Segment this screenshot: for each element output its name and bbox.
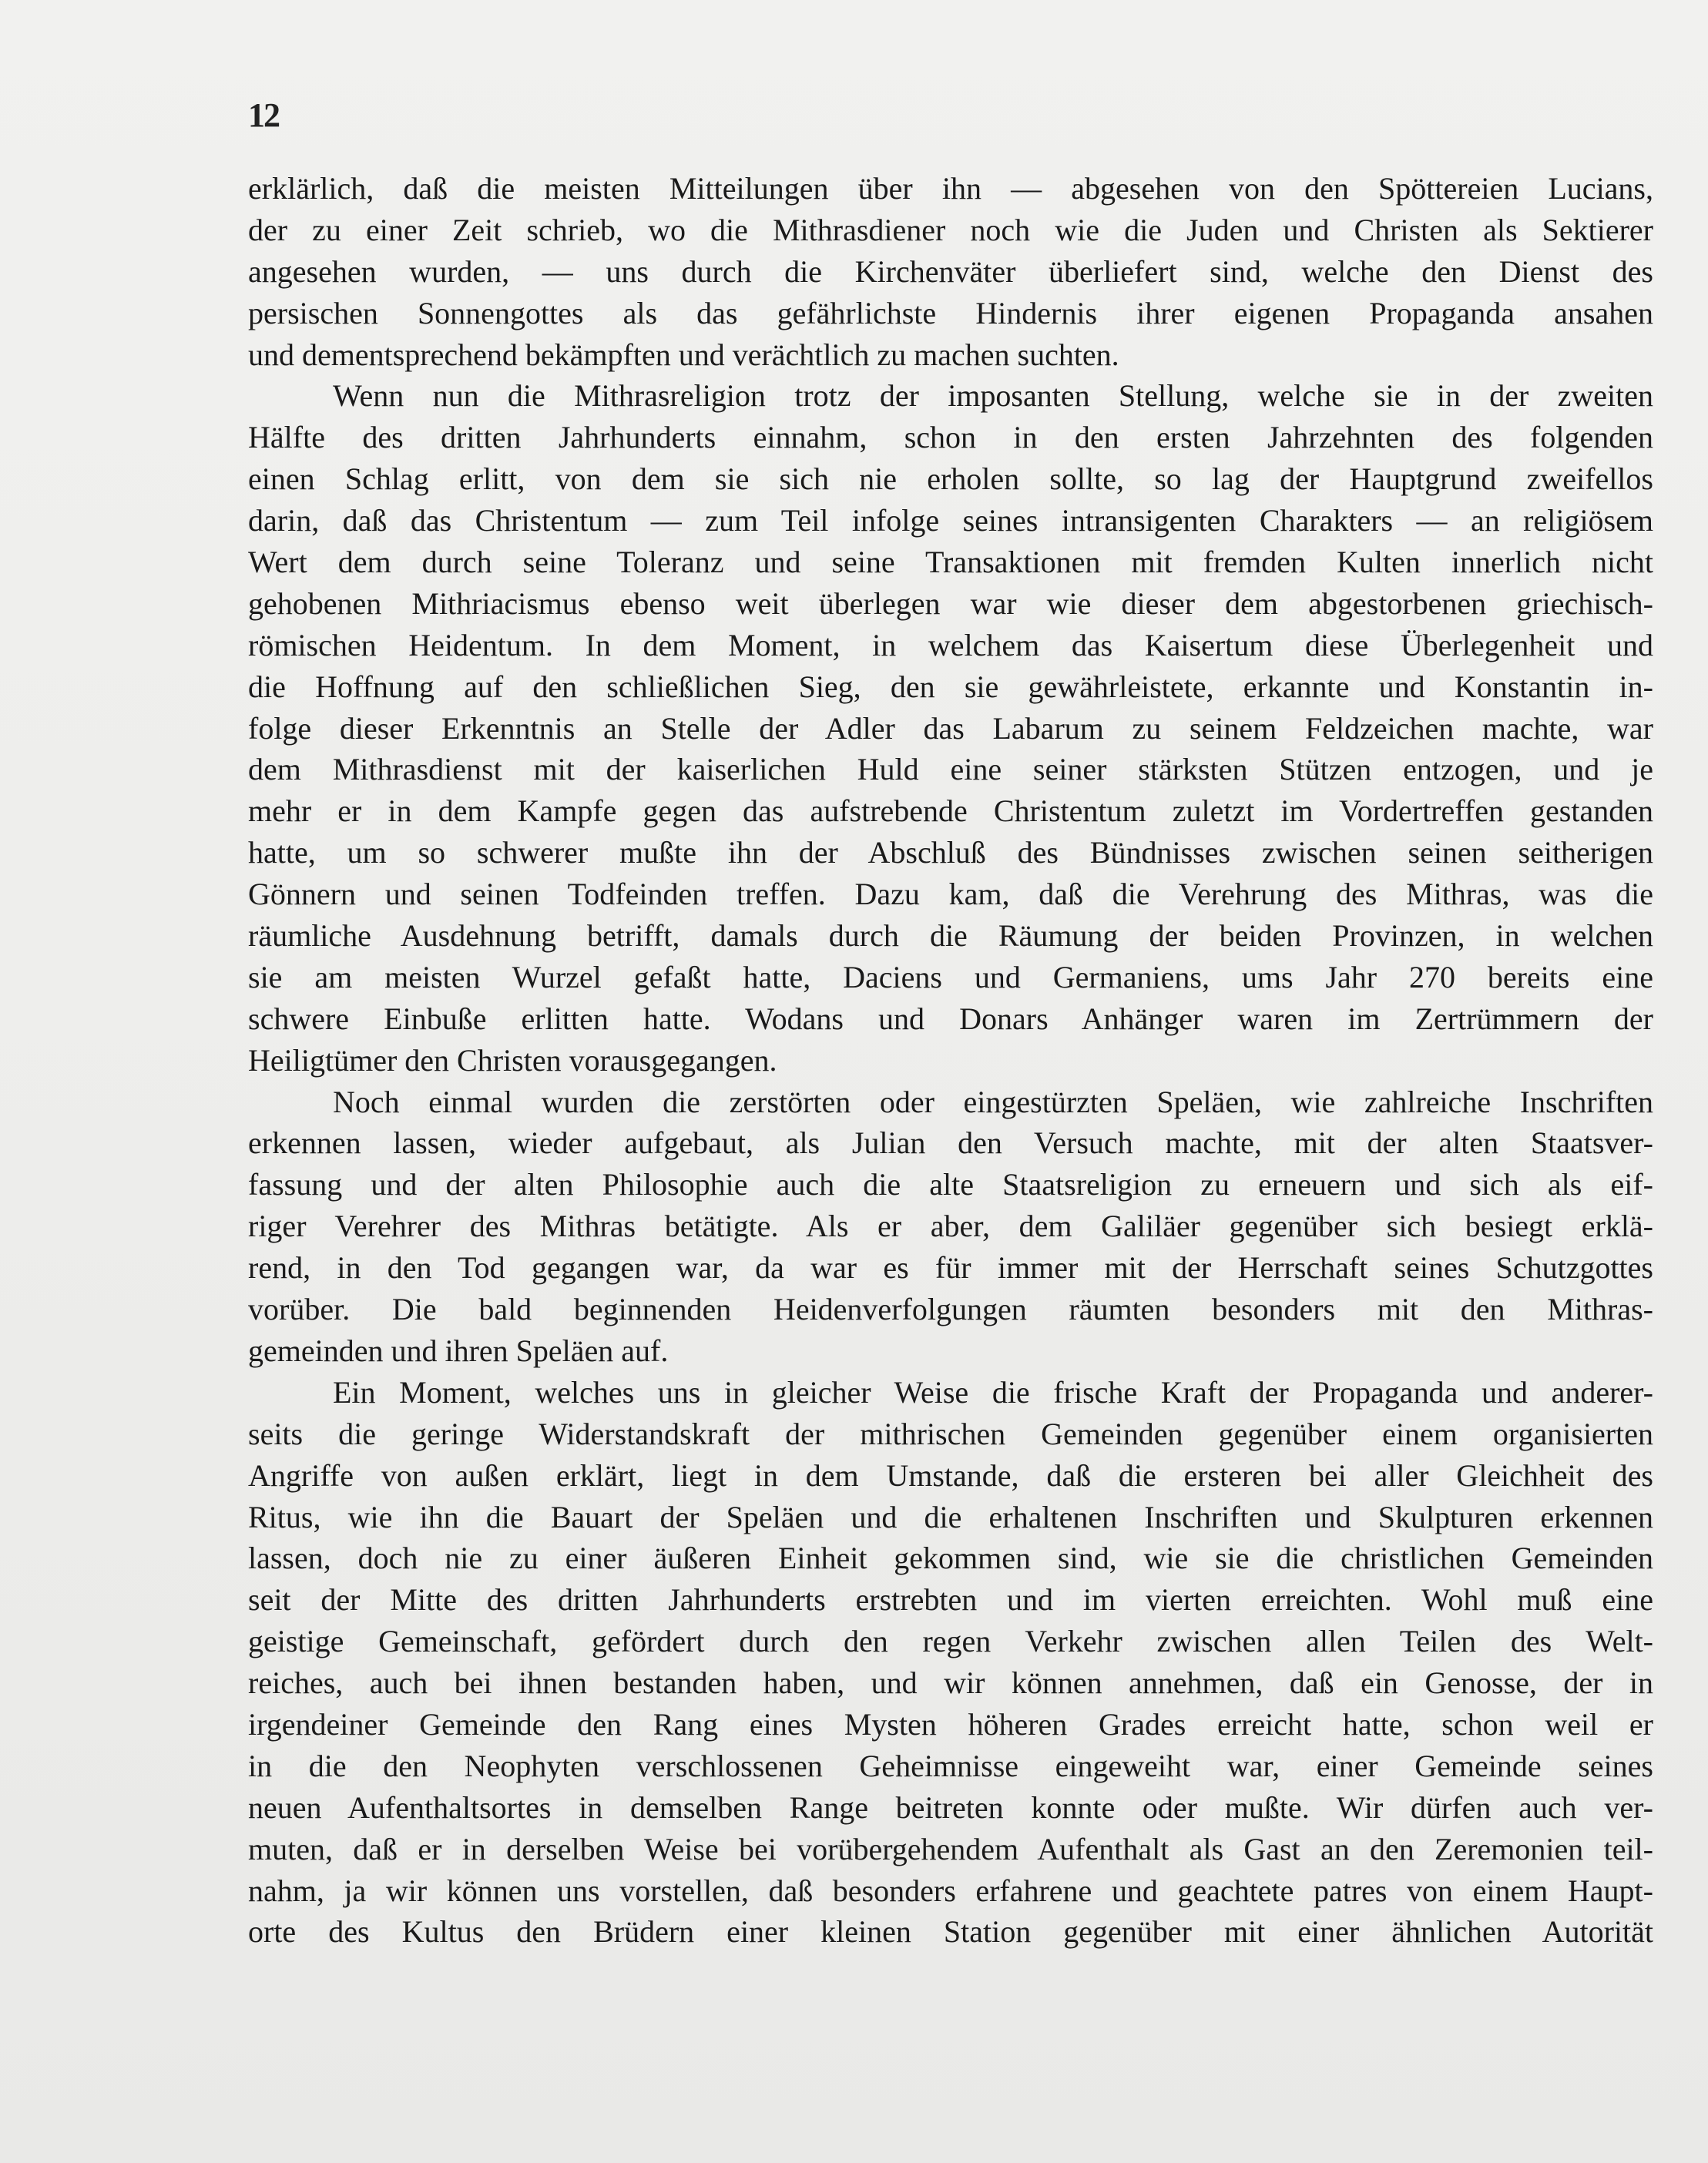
- text-line: Wenn nun die Mithrasreligion trotz der imposanten Stellung, welche sie in der zweiten: [333, 378, 1653, 414]
- text-line: Wert dem durch seine Toleranz und seine Transaktionen mit fremden Kulten innerlich nicht: [248, 545, 1653, 580]
- text-line: gehobenen Mithriacismus ebenso weit überlegen war wie dieser dem abgestorbenen griechisch-: [248, 585, 1653, 621]
- text-line: sie am meisten Wurzel gefaßt hatte, Daciens und Germaniens, ums Jahr 270 bereits eine: [248, 959, 1653, 994]
- text-line: einen Schlag erlitt, von dem sie sich nie erholen sollte, so lag der Hauptgrund zweifellos: [248, 461, 1653, 497]
- paragraph: [248, 1372, 1653, 1953]
- text-line: vorüber. Die bald beginnenden Heidenverfolgungen räumten besonders mit den Mithras-: [248, 1292, 1653, 1327]
- text-line: fassung und der alten Philosophie auch die alte Staatsreligion zu erneuern und sich als eif-: [248, 1167, 1653, 1202]
- text-line: räumliche Ausdehnung betrifft, damals durch die Räumung der beiden Provinzen, in welchen: [248, 918, 1653, 954]
- text-line: orte des Kultus den Brüdern einer kleinen Station gegenüber mit einer ähnlichen Autorität: [248, 1914, 1653, 1950]
- text-line: persischen Sonnengottes als das gefährlichste Hindernis ihrer eigenen Propaganda ansahen: [248, 295, 1653, 330]
- text-line: Heiligtümer den Christen vorausgegangen.: [248, 1042, 777, 1078]
- text-line: mehr er in dem Kampfe gegen das aufstrebende Christentum zuletzt im Vordertreffen gestanden: [248, 793, 1653, 829]
- text-line: schwere Einbuße erlitten hatte. Wodans und Donars Anhänger waren im Zertrümmern der: [248, 1001, 1653, 1036]
- text-line: erkennen lassen, wieder aufgebaut, als Julian den Versuch machte, mit der alten Staatsver-: [248, 1125, 1653, 1161]
- page-number: 12: [248, 96, 279, 134]
- body-text: [248, 168, 1653, 1953]
- paragraph: [248, 375, 1653, 1081]
- text-line: geistige Gemeinschaft, gefördert durch den regen Verkehr zwischen allen Teilen des Welt-: [248, 1624, 1653, 1659]
- text-line: irgendeiner Gemeinde den Rang eines Mysten höheren Grades erreicht hatte, schon weil er: [248, 1706, 1653, 1742]
- text-line: Noch einmal wurden die zerstörten oder eingestürzten Speläen, wie zahlreiche Inschriften: [333, 1084, 1653, 1119]
- text-line: neuen Aufenthaltsortes in demselben Range beitreten konnte oder mußte. Wir dürfen auch ver-: [248, 1789, 1653, 1825]
- text-line: lassen, doch nie zu einer äußeren Einheit gekommen sind, wie sie die christlichen Gemeinden: [248, 1541, 1653, 1576]
- text-line: folge dieser Erkenntnis an Stelle der Adler das Labarum zu seinem Feldzeichen machte, war: [248, 710, 1653, 746]
- text-line: angesehen wurden, — uns durch die Kirchenväter überliefert sind, welche den Dienst des: [248, 253, 1653, 289]
- text-line: und dementsprechend bekämpften und verächtlich zu machen suchten.: [248, 337, 1119, 372]
- text-line: Angriffe von außen erklärt, liegt in dem Umstande, daß die ersteren bei aller Gleichheit des: [248, 1457, 1653, 1493]
- text-line: seits die geringe Widerstandskraft der mithrischen Gemeinden gegenüber einem organisierten: [248, 1416, 1653, 1451]
- text-line: die Hoffnung auf den schließlichen Sieg, den sie gewährleistete, erkannte und Konstantin in-: [248, 669, 1653, 704]
- text-line: rend, in den Tod gegangen war, da war es für immer mit der Herrschaft seines Schutzgottes: [248, 1250, 1653, 1286]
- paragraph: [248, 1082, 1653, 1372]
- text-line: erklärlich, daß die meisten Mitteilungen über ihn — abgesehen von den Spöttereien Lucians,: [248, 171, 1653, 206]
- text-line: Gönnern und seinen Todfeinden treffen. Dazu kam, daß die Verehrung des Mithras, was die: [248, 877, 1653, 912]
- text-line: seit der Mitte des dritten Jahrhunderts erstrebten und im vierten erreichten. Wohl muß eine: [248, 1582, 1653, 1618]
- text-line: nahm, ja wir können uns vorstellen, daß besonders erfahrene und geachtete patres von einem Haupt-: [248, 1873, 1653, 1908]
- text-line: gemeinden und ihren Speläen auf.: [248, 1333, 669, 1368]
- text-line: reiches, auch bei ihnen bestanden haben, und wir können annehmen, daß ein Genosse, der in: [248, 1665, 1653, 1701]
- text-line: in die den Neophyten verschlossenen Geheimnisse eingeweiht war, einer Gemeinde seines: [248, 1748, 1653, 1783]
- text-line: römischen Heidentum. In dem Moment, in welchem das Kaisertum diese Überlegenheit und: [248, 627, 1653, 662]
- text-line: Ritus, wie ihn die Bauart der Speläen und die erhaltenen Inschriften und Skulpturen erkennen: [248, 1499, 1653, 1534]
- text-line: riger Verehrer des Mithras betätigte. Als er aber, dem Galiläer gegenüber sich besiegt erklä-: [248, 1209, 1653, 1244]
- text-line: Ein Moment, welches uns in gleicher Weise die frische Kraft der Propaganda und anderer-: [333, 1374, 1653, 1410]
- paragraph: [248, 168, 1653, 375]
- text-line: dem Mithrasdienst mit der kaiserlichen Huld eine seiner stärksten Stützen entzogen, und je: [248, 752, 1653, 787]
- text-line: Hälfte des dritten Jahrhunderts einnahm, schon in den ersten Jahrzehnten des folgenden: [248, 420, 1653, 455]
- text-line: darin, daß das Christentum — zum Teil infolge seines intransigenten Charakters — an religiösem: [248, 503, 1653, 538]
- text-line: muten, daß er in derselben Weise bei vorübergehendem Aufenthalt als Gast an den Zeremonien teil-: [248, 1831, 1653, 1866]
- text-line: hatte, um so schwerer mußte ihn der Abschluß des Bündnisses zwischen seinen seitherigen: [248, 835, 1653, 870]
- text-line: der zu einer Zeit schrieb, wo die Mithrasdiener noch wie die Juden und Christen als Sektierer: [248, 212, 1653, 247]
